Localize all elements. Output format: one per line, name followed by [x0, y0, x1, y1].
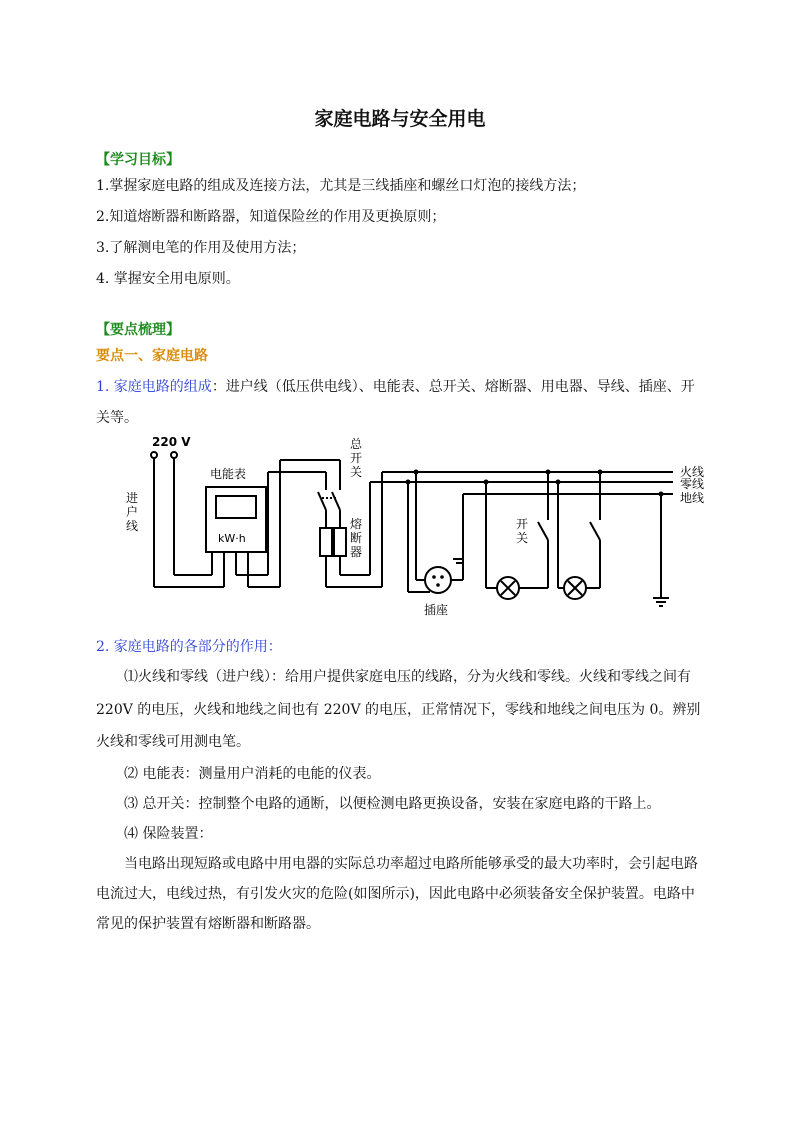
main-switch-char-1: 总: [350, 437, 363, 451]
main-switch-blade-right: [332, 492, 340, 510]
main-switch-char-3: 关: [350, 465, 363, 479]
part5-line1: 当电路出现短路或电路中用电器的实际总功率超过电路所能够承受的最大功率时，会引起电路: [124, 856, 698, 872]
entry-char-2: 户: [126, 505, 139, 519]
functions-heading: 2. 家庭电路的各部分的作用：: [96, 639, 282, 655]
socket-label: 插座: [424, 603, 449, 617]
part3: ⑶ 总开关：控制整个电路的通断，以便检测电路更换设备，安装在家庭电路的干路上。: [124, 796, 661, 812]
socket-symbol: [425, 567, 451, 593]
part1-line3: 火线和零线可用测电笔。: [96, 734, 250, 750]
entry-char-3: 线: [126, 519, 139, 533]
neutral-wire-label: 零线: [680, 477, 705, 491]
meter-label: 电能表: [210, 467, 247, 481]
point-one-heading: 要点一、家庭电路: [96, 348, 208, 364]
fuse-char-2: 断: [350, 531, 363, 545]
composition-text: ：进户线（低压供电线）、电能表、总开关、熔断器、用电器、导线、插座、开: [211, 379, 695, 395]
part2: ⑵ 电能表：测量用户消耗的电能的仪表。: [124, 766, 381, 782]
main-switch-char-2: 开: [350, 451, 363, 465]
objective-2: 2.知道熔断器和断路器，知道保险丝的作用及更换原则；: [96, 209, 446, 225]
fuse-left: [320, 528, 332, 556]
part1-line1: ⑴火线和零线（进户线）：给用户提供家庭电压的线路，分为火线和零线。火线和零线之间有: [124, 669, 691, 685]
fuse-right: [334, 528, 346, 556]
composition-cont: 关等。: [96, 410, 138, 426]
lamp-switch-2: [590, 522, 600, 540]
household-circuit-diagram: [118, 432, 718, 622]
ground-wire-label: 地线: [680, 491, 705, 505]
fuse-char-1: 熔: [350, 517, 363, 531]
meter-display: [216, 496, 256, 518]
objective-1: 1.掌握家庭电路的组成及连接方法，尤其是三线插座和螺丝口灯泡的接线方法；: [96, 178, 586, 194]
composition-line: [96, 377, 706, 397]
fuse-char-3: 器: [350, 545, 363, 559]
lamp-switch-1: [538, 522, 548, 540]
switch-char-2: 关: [516, 531, 529, 545]
summary-heading: 【要点梳理】: [96, 322, 180, 338]
objectives-heading: 【学习目标】: [96, 152, 180, 168]
live-wire-label: 火线: [680, 465, 705, 479]
page-title: 家庭电路与安全用电: [314, 108, 486, 130]
objective-3: 3.了解测电笔的作用及使用方法；: [96, 240, 306, 256]
entry-char-1: 进: [126, 491, 139, 505]
composition-label: 1. 家庭电路的组成: [96, 379, 212, 395]
meter-unit: kW·h: [218, 532, 246, 545]
switch-char-1: 开: [516, 517, 529, 531]
objective-4: 4. 掌握安全用电原则。: [96, 271, 240, 287]
part4: ⑷ 保险装置：: [124, 826, 213, 842]
part5-line3: 常见的保护装置有熔断器和断路器。: [96, 916, 320, 932]
main-switch-blade-left: [318, 492, 326, 510]
voltage-label: 220 V: [152, 435, 191, 449]
part5-line2: 电流过大，电线过热，有引发火灾的危险(如图所示)，因此电路中必须装备安全保护装置。电路中: [96, 886, 695, 902]
part1-line2: 220V 的电压，火线和地线之间也有 220V 的电压，正常情况下，零线和地线之间电压为 0。辨别: [96, 702, 701, 718]
